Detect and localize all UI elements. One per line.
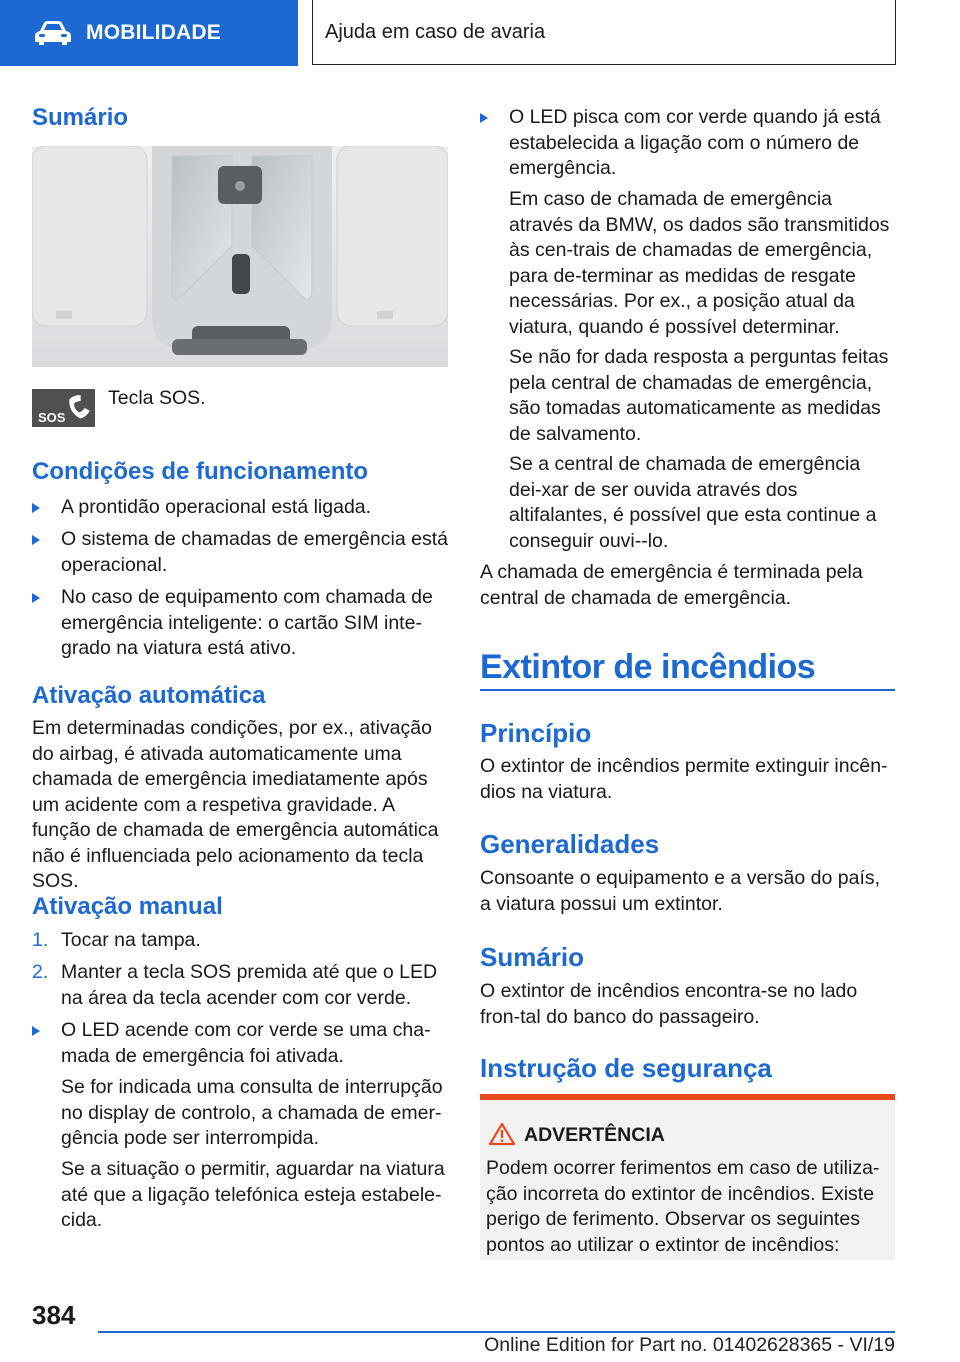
sos-button-icon [32,389,95,427]
list-item: O LED acende com cor verde se uma cha-mada de emergência foi ativada. [32,1018,448,1070]
chapter-title: Ajuda em caso de avaria [325,20,546,43]
edition-text: Online Edition for Part no. 01402628365 - VI/19 [484,1334,895,1356]
bullet-triangle-icon [32,593,40,603]
paragraph: Se não for dada resposta a perguntas feitas pela central de chamadas de emergência, são tomadas automaticamente as medidas de salvamento. [509,346,889,445]
warning-box [480,1094,895,1260]
roof-console-illustration [32,146,448,367]
heading-condicoes: Condições de funcionamento [32,458,369,485]
chapter-heading: Extintor de incêndios [480,648,816,686]
car-icon [34,20,72,46]
roof-console-image [32,146,448,367]
list-item: No caso de equipamento com chamada de emergência inteligente: o cartão SIM inte-grado na viatura está ativo. [32,585,448,663]
paragraph: Em caso de chamada de emergência através da BMW, os dados são transmitidos às cen-trais de chamadas de emergência, para de-terminar as medidas de resgate necessárias. Por ex., a posição atual da viatura, quando é possível determinar. [509,188,890,338]
heading-seguranca: Instrução de segurança [480,1053,772,1083]
bullet-triangle-icon [32,503,40,513]
step-item: 1. Tocar na tampa. [32,929,201,951]
heading-ativacao-automatica: Ativação automática [32,682,266,709]
heading-rule [480,689,895,691]
paragraph: Se a situação o permitir, aguardar na viatura até que a ligação telefónica esteja estabele-cida. [61,1158,445,1231]
warning-title: ADVERTÊNCIA [524,1124,665,1146]
list-item: O LED pisca com cor verde quando já está estabelecida a ligação com o número de emergência. [480,105,896,183]
heading-sumario-extintor: Sumário [480,942,585,972]
page-number: 384 [32,1300,76,1330]
section-tab [0,0,298,66]
svg-text:SOS: SOS [38,410,66,425]
paragraph: O extintor de incêndios permite extinguir incên-dios na viatura. [480,755,888,803]
footer-rule [98,1331,895,1333]
paragraph: A chamada de emergência é terminada pela central de chamada de emergência. [480,561,863,609]
step-item: 2. Manter a tecla SOS premida até que o LED na área da tecla acender com cor verde. [32,961,438,1009]
paragraph: O extintor de incêndios encontra-se no lado fron-tal do banco do passageiro. [480,980,858,1028]
heading-ativacao-manual: Ativação manual [32,893,223,920]
heading-generalidades: Generalidades [480,829,660,859]
list-item: A prontidão operacional está ligada. [32,495,448,521]
chapter-header [312,0,896,65]
bullet-triangle-icon [32,1026,40,1036]
list-item: O sistema de chamadas de emergência está operacional. [32,527,448,579]
heading-sumario: Sumário [32,104,129,131]
paragraph: Se a central de chamada de emergência dei-xar de ser ouvida através dos altifalantes, é possível que esta continue a conseguir ouvi--lo. [509,453,877,552]
section-label: MOBILIDADE [86,21,221,44]
heading-principio: Princípio [480,718,592,748]
warning-triangle-icon [488,1122,516,1146]
warning-text: Podem ocorrer ferimentos em caso de utiliza-ção incorreta do extintor de incêndios. Existe perigo de ferimento. Observar os seguintes pontos ao utilizar o extintor de incêndios: [486,1157,880,1256]
paragraph: Se for indicada uma consulta de interrupção no display de controlo, a chamada de emer-gência pode ser interrompida. [61,1076,443,1149]
bullet-triangle-icon [480,113,488,123]
paragraph: Consoante o equipamento e a versão do país, a viatura possui um extintor. [480,867,881,915]
bullet-triangle-icon [32,535,40,545]
paragraph-auto: Em determinadas condições, por ex., ativação do airbag, é ativada automaticamente uma chamada de emergência imediatamente após um acidente com a respetiva gravidade. A função de chamada de emergência automática não é influenciada pelo acionamento da tecla SOS. [32,717,439,892]
image-caption: Tecla SOS. [108,387,206,409]
